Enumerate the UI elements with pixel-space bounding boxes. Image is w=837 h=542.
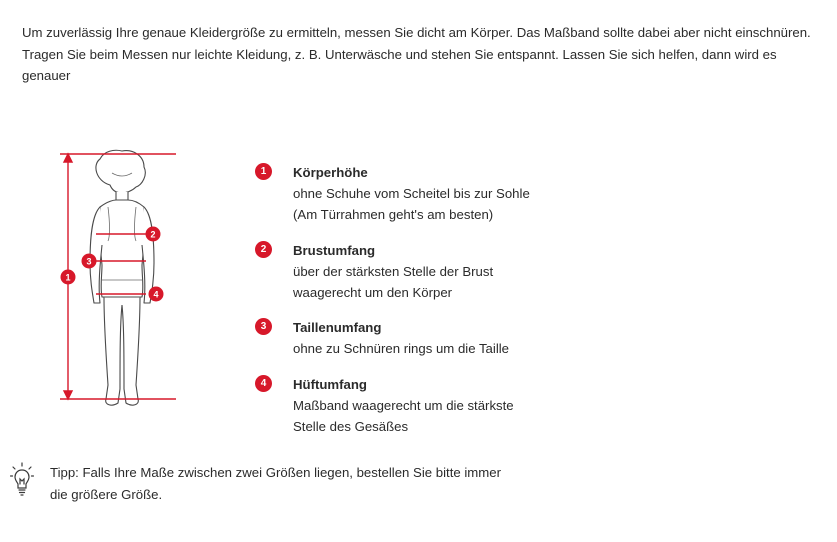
number-badge: 1 <box>255 163 272 180</box>
measurement-item-body-height <box>255 162 585 225</box>
number-badge: 2 <box>255 241 272 258</box>
child-outline <box>90 150 154 405</box>
measurement-item-chest <box>255 240 585 303</box>
marker-3 <box>82 254 97 269</box>
measurement-title: Körperhöhe <box>293 165 368 180</box>
svg-text:1: 1 <box>65 272 71 283</box>
marker-1 <box>61 270 76 285</box>
marker-4 <box>149 287 164 302</box>
svg-text:2: 2 <box>150 229 156 240</box>
svg-text:4: 4 <box>153 289 159 300</box>
measurement-title: Taillenumfang <box>293 320 382 335</box>
measurement-list <box>255 162 585 451</box>
measurement-description: waagerecht um den Körper <box>293 284 453 300</box>
measurement-description: (Am Türrahmen geht's am besten) <box>293 207 494 222</box>
measurement-description: über der stärksten Stelle der Brust <box>293 263 494 279</box>
measurement-title: Brustumfang <box>293 242 376 258</box>
tip-box <box>10 462 570 505</box>
tip-line: Tipp: Falls Ihre Maße zwischen zwei Größen liegen, bestellen Sie bitte immer <box>50 465 501 480</box>
measurement-item-waist <box>255 317 585 359</box>
measurement-description: Maßband waagerecht um die stärkste <box>293 397 514 413</box>
measurement-description: ohne Schuhe vom Scheitel bis zur Sohle <box>293 186 530 201</box>
measurement-item-hip <box>255 374 585 437</box>
number-badge: 4 <box>255 375 272 392</box>
number-badge: 3 <box>255 318 272 335</box>
child-measurement-figure <box>52 145 192 415</box>
intro-text: Um zuverlässig Ihre genaue Kleidergröße zu ermitteln, messen Sie dicht am Körper. Das Maßband sollte dabei aber nicht einschnüren. Tragen Sie beim Messen nur leichte Kleidung, z. B. Unterwäsche und stehen Sie entspannt. Lassen Sie sich helfen, dann wird es genauer <box>22 25 811 83</box>
measurement-description: Stelle des Gesäßes <box>293 418 409 434</box>
lightbulb-icon <box>10 462 34 498</box>
tip-text <box>50 462 570 505</box>
measurement-title: Hüftumfang <box>293 376 367 392</box>
marker-2 <box>146 227 161 242</box>
measurement-description: ohne zu Schnüren rings um die Taille <box>293 341 510 356</box>
tip-line: die größere Größe. <box>50 486 163 502</box>
svg-text:3: 3 <box>86 256 92 267</box>
